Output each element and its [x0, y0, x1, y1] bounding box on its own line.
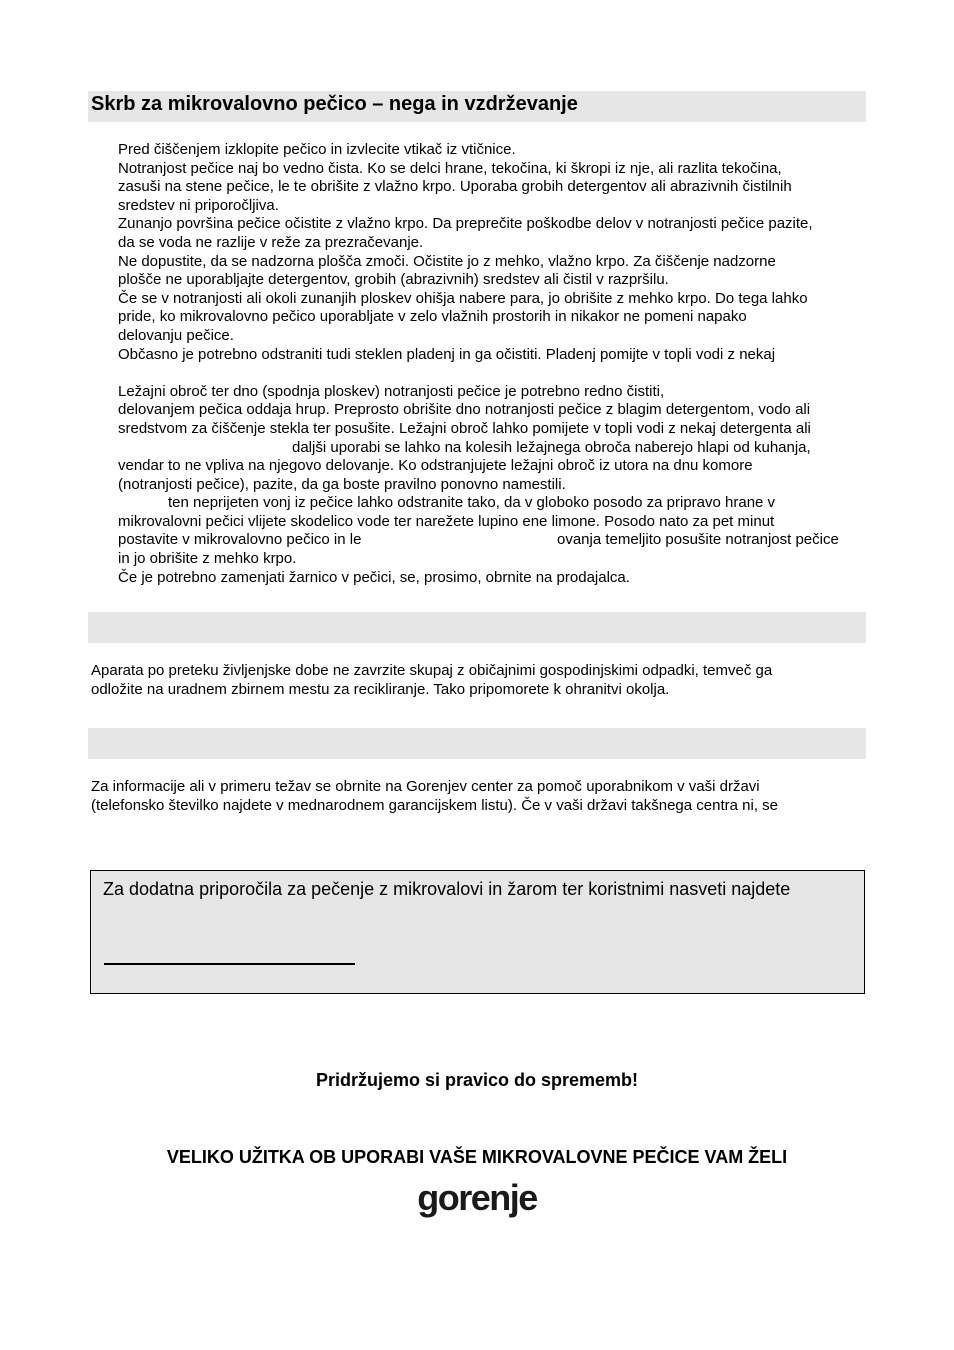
care-line: Če se v notranjosti ali okoli zunanjih ploskev ohišja nabere para, jo obrišite z mehko krpo. Do tega lahko — [118, 289, 808, 307]
disposal-line: odložite na uradnem zbirnem mestu za recikliranje. Tako pripomorete k ohranitvi okolja. — [91, 680, 670, 698]
support-line: Za informacije ali v primeru težav se obrnite na Gorenjev center za pomoč uporabnikom v vaši državi — [91, 778, 760, 795]
care-line: (notranjosti pečice), pazite, da ga boste pravilno ponovno namestili. — [118, 475, 566, 493]
section-title-care: Skrb za mikrovalovno pečico – nega in vzdrževanje — [91, 93, 578, 115]
care-line-fragment: daljši uporabi se lahko na kolesih ležajnega obroča naberejo hlapi od kuhanja, — [292, 438, 811, 456]
gorenje-logo: gorenje — [417, 1177, 537, 1218]
care-line: vendar to ne vpliva na njegovo delovanje. Ko odstranjujete ležajni obroč iz utora na dnu komore — [118, 457, 753, 475]
care-line: Notranjost pečice naj bo vedno čista. Ko se delci hrane, tekočina, ki škropi iz nje, ali razlita tekočina, — [118, 159, 782, 177]
care-line: Pred čiščenjem izklopite pečico in izvlecite vtikač iz vtičnice. — [118, 141, 516, 158]
rights-notice: Pridržujemo si pravico do sprememb! — [315, 1070, 639, 1090]
care-line: sredstvom za čiščenje stekla ter posušite. Ležajni obroč lahko pomijete v topli vodi z nekaj detergenta ali — [118, 419, 811, 437]
care-line: Če je potrebno zamenjati žarnico v pečici, se, prosimo, obrnite na prodajalca. — [118, 568, 630, 586]
care-line — [118, 439, 839, 458]
disposal-line: Aparata po preteku življenjske dobe ne zavrzite skupaj z običajnimi gospodinjskimi odpadki, temveč ga — [91, 662, 773, 679]
closing-wish: VELIKO UŽITKA OB UPORABI VAŠE MIKROVALOVNE PEČICE VAM ŽELI — [166, 1147, 788, 1167]
support-line: (telefonsko številko najdete v mednarodnem garancijskem listu). Če v vaši državi takšnega centra ni, se — [91, 796, 778, 814]
care-line: delovanju pečice. — [118, 326, 234, 344]
care-line: in jo obrišite z mehko krpo. — [118, 550, 297, 568]
care-paragraph — [118, 141, 839, 587]
care-line — [118, 494, 839, 513]
care-line — [118, 531, 839, 550]
care-line-fragment: postavite v mikrovalovno pečico in le — [118, 531, 362, 549]
tips-text: Za dodatna priporočila za pečenje z mikrovalovi in žarom ter koristnimi nasveti najdete — [103, 879, 791, 899]
care-line-fragment: ten neprijeten vonj iz pečice lahko odstranite tako, da v globoko posodo za pripravo hrane v — [168, 494, 776, 512]
care-line: Ležajni obroč ter dno (spodnja ploskev) notranjosti pečice je potrebno redno čistiti, — [118, 382, 665, 400]
tips-link-underline — [104, 963, 355, 965]
section-header-disposal — [88, 612, 866, 643]
disposal-paragraph — [91, 662, 772, 699]
care-line: da se voda ne razlije v reže za prezračevanje. — [118, 233, 424, 251]
care-line: delovanjem pečica oddaja hrup. Preprosto obrišite dno notranjosti pečice z blagim detergentom, vodo ali — [118, 401, 811, 419]
care-line-blank — [118, 364, 839, 383]
care-line: Ne dopustite, da se nadzorna plošča zmoči. Očistite jo z mehko, vlažno krpo. Za čiščenje nadzorne — [118, 252, 776, 270]
care-line: Občasno je potrebno odstraniti tudi steklen pladenj in ga očistiti. Pladenj pomijte v topli vodi z nekaj — [118, 345, 776, 363]
tips-box — [90, 870, 865, 994]
care-line: Zunanjo površina pečice očistite z vlažno krpo. Da preprečite poškodbe delov v notranjosti pečice pazite, — [118, 215, 813, 233]
care-line: zasuši na stene pečice, le te obrišite z vlažno krpo. Uporaba grobih detergentov ali abrazivnih čistilnih — [118, 178, 792, 196]
care-line: sredstev ni priporočljiva. — [118, 196, 279, 214]
support-paragraph — [91, 778, 778, 815]
section-header-support — [88, 728, 866, 759]
care-line: plošče ne uporabljajte detergentov, grobih (abrazivnih) sredstev ali čistil v razpršilu. — [118, 271, 669, 289]
care-line-fragment: ovanja temeljito posušite notranjost pečice — [557, 531, 839, 549]
care-line: mikrovalovni pečici vlijete skodelico vode ter narežete lupino ene limone. Posodo nato za pet minut — [118, 512, 775, 530]
care-line: pride, ko mikrovalovno pečico uporabljate v zelo vlažnih prostorih in nikakor ne pomeni napako — [118, 308, 747, 326]
